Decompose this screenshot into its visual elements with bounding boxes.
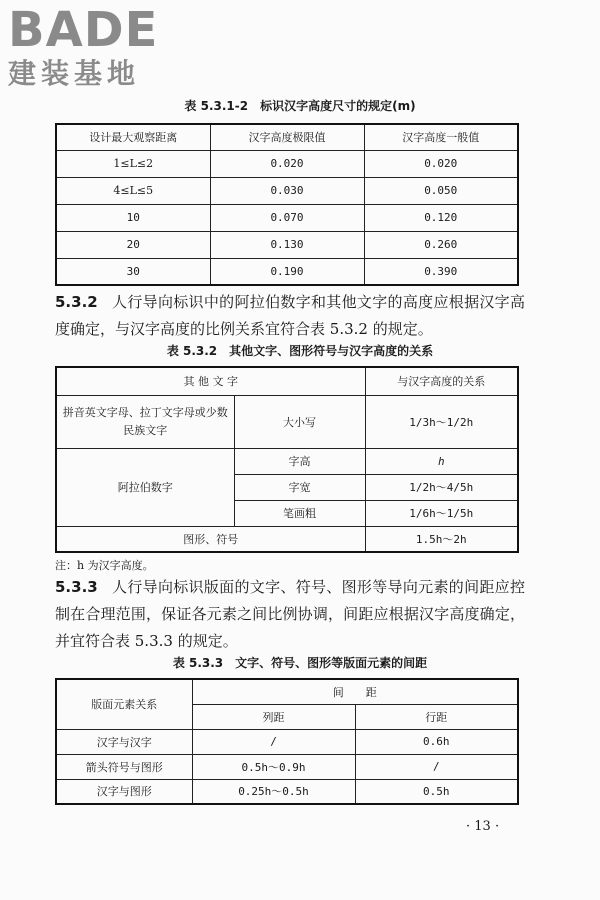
table-row <box>56 526 518 552</box>
table3-cell: 0.6h <box>355 729 518 754</box>
table-row <box>56 395 518 448</box>
table1-caption: 表 5.3.1-2 标识汉字高度尺寸的规定(m) <box>184 99 416 113</box>
table2-caption: 表 5.3.2 其他文字、图形符号与汉字高度的关系 <box>166 344 434 358</box>
table3-cell: 箭头符号与图形 <box>56 754 192 779</box>
table2-cell: 图形、符号 <box>56 526 365 552</box>
table2-cell: 字宽 <box>234 474 365 500</box>
clause-number: 5.3.2 <box>55 293 98 311</box>
clause-text: 人行导向标识版面的文字、符号、图形等导向元素的间距应控制在合理范围，保证各元素之间比例协调，间距应根据汉字高度确定，并宜符合表 5.3.3 的规定。 <box>55 578 525 650</box>
table2-header: 其 他 文 字 <box>56 367 365 395</box>
table1-cell: 20 <box>56 231 210 258</box>
clause-number: 5.3.3 <box>55 578 98 596</box>
table2-cell: 笔画粗 <box>234 500 365 526</box>
table3-cell: / <box>192 729 355 754</box>
table1-cell: 1≤L≤2 <box>56 150 210 177</box>
table3-cell: 0.5h <box>355 779 518 804</box>
table1-cell: 0.030 <box>210 177 364 204</box>
table-row <box>56 448 518 474</box>
table1-cell: 0.050 <box>364 177 518 204</box>
table3-header: 行距 <box>355 704 518 729</box>
table1-header: 汉字高度极限值 <box>210 124 364 150</box>
table1-header: 设计最大观察距离 <box>56 124 210 150</box>
table1-cell: 0.390 <box>364 258 518 285</box>
table2-cell: h <box>365 448 518 474</box>
table-row <box>56 754 518 779</box>
table-row <box>56 150 518 177</box>
table2-cell: 1/3h～1/2h <box>365 395 518 448</box>
clause-5-3-3 <box>55 574 525 655</box>
table-element-spacing <box>55 678 519 805</box>
table-character-height <box>55 123 519 286</box>
table-row <box>56 729 518 754</box>
table2-note: 注：h 为汉字高度。 <box>55 559 154 572</box>
table1-cell: 0.130 <box>210 231 364 258</box>
table3-cell: 汉字与图形 <box>56 779 192 804</box>
table3-header: 列距 <box>192 704 355 729</box>
table2-cell: 1/2h～4/5h <box>365 474 518 500</box>
page-number: · 13 · <box>466 819 500 834</box>
table3-cell: 0.5h～0.9h <box>192 754 355 779</box>
table1-cell: 10 <box>56 204 210 231</box>
clause-5-3-2 <box>55 289 525 343</box>
table3-header: 间 距 <box>192 679 518 704</box>
table1-cell: 0.260 <box>364 231 518 258</box>
table2-cell: 1/6h～1/5h <box>365 500 518 526</box>
table1-cell: 0.120 <box>364 204 518 231</box>
brand-logo <box>8 4 158 90</box>
table2-header: 与汉字高度的关系 <box>365 367 518 395</box>
table2-cell: 字高 <box>234 448 365 474</box>
table1-cell: 0.020 <box>364 150 518 177</box>
table1-cell: 0.070 <box>210 204 364 231</box>
table-row <box>56 177 518 204</box>
table-row <box>56 231 518 258</box>
table-row <box>56 204 518 231</box>
table2-cell: 阿拉伯数字 <box>56 448 234 526</box>
table-row <box>56 258 518 285</box>
table-row <box>56 779 518 804</box>
table1-cell: 0.190 <box>210 258 364 285</box>
brand-name: BADE <box>8 2 159 58</box>
table3-cell: 汉字与汉字 <box>56 729 192 754</box>
brand-subtitle: 建装基地 <box>8 57 141 90</box>
table3-cell: 0.25h～0.5h <box>192 779 355 804</box>
table1-cell: 4≤L≤5 <box>56 177 210 204</box>
table-other-characters <box>55 366 519 553</box>
table2-cell: 大小写 <box>234 395 365 448</box>
table3-caption: 表 5.3.3 文字、符号、图形等版面元素的间距 <box>172 656 428 670</box>
table1-header: 汉字高度一般值 <box>364 124 518 150</box>
table3-header: 版面元素关系 <box>56 679 192 729</box>
table2-cell: 1.5h～2h <box>365 526 518 552</box>
table2-cell: 拼音英文字母、拉丁文字母或少数民族文字 <box>56 395 234 448</box>
table3-cell: / <box>355 754 518 779</box>
clause-text: 人行导向标识中的阿拉伯数字和其他文字的高度应根据汉字高度确定，与汉字高度的比例关系宜符合表 5.3.2 的规定。 <box>55 293 525 338</box>
table1-cell: 0.020 <box>210 150 364 177</box>
table1-cell: 30 <box>56 258 210 285</box>
